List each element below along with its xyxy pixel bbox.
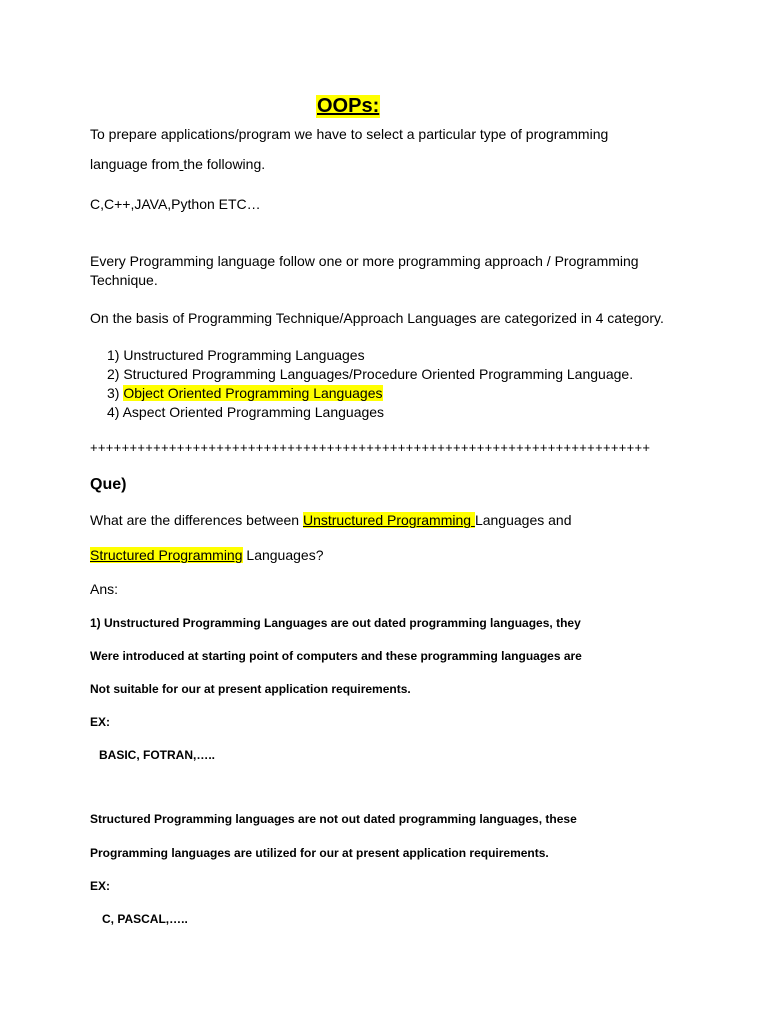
question-text-b: Languages? xyxy=(242,547,324,563)
separator-line: +++++++++++++++++++++++++++++++++++++++++++++++++++++++++++++++++++++++ xyxy=(90,440,651,455)
question-line-2 xyxy=(90,547,323,563)
list-text: Structured Programming Languages/Procedure Oriented Programming Language. xyxy=(123,366,634,382)
list-text-highlighted: Object Oriented Programming Languages xyxy=(123,385,383,401)
question-text-a: What are the differences between xyxy=(90,512,303,528)
example-label-1: EX: xyxy=(90,715,111,729)
question-highlight-unstructured: Unstructured Programming xyxy=(302,512,475,528)
list-number: 2) xyxy=(107,366,120,382)
intro-line-2 xyxy=(90,156,265,172)
example-value-2: C, PASCAL,….. xyxy=(102,912,188,926)
list-item xyxy=(107,366,633,382)
question-highlight-structured: Structured Programming xyxy=(90,547,243,563)
answer-line-1: 1) Unstructured Programming Languages are out dated programming languages, they xyxy=(90,616,581,630)
approach-line-2: Technique. xyxy=(90,272,158,288)
page-title: OOPs: xyxy=(317,95,380,117)
list-number: 4) xyxy=(107,404,120,420)
intro-text-a: language from xyxy=(90,156,180,172)
example-value-1: BASIC, FOTRAN,….. xyxy=(99,748,215,762)
question-text-c: Languages and xyxy=(474,512,572,528)
list-text: Unstructured Programming Languages xyxy=(123,347,365,363)
basis-line: On the basis of Programming Technique/Approach Languages are categorized in 4 category. xyxy=(90,310,664,326)
answer-label: Ans: xyxy=(90,581,119,597)
answer-line-5: Programming languages are utilized for our at present application requirements. xyxy=(90,846,549,860)
list-item xyxy=(107,385,383,401)
answer-line-2: Were introduced at starting point of computers and these programming languages are xyxy=(90,649,582,663)
intro-line-1: To prepare applications/program we have to select a particular type of programming xyxy=(90,126,609,142)
answer-line-3: Not suitable for our at present application requirements. xyxy=(90,682,411,696)
list-number: 3) xyxy=(107,385,120,401)
list-text: Aspect Oriented Programming Languages xyxy=(122,404,385,420)
list-item xyxy=(107,347,365,363)
list-number: 1) xyxy=(107,347,120,363)
question-label: Que) xyxy=(90,476,127,493)
intro-text-c: the following. xyxy=(183,156,266,172)
example-label-2: EX: xyxy=(90,879,111,893)
list-item xyxy=(107,404,384,420)
approach-line-1: Every Programming language follow one or more programming approach / Programming xyxy=(90,253,639,269)
question-line-1 xyxy=(90,512,571,528)
answer-line-4: Structured Programming languages are not out dated programming languages, these xyxy=(90,812,577,826)
languages-line: C,C++,JAVA,Python ETC… xyxy=(90,196,261,212)
